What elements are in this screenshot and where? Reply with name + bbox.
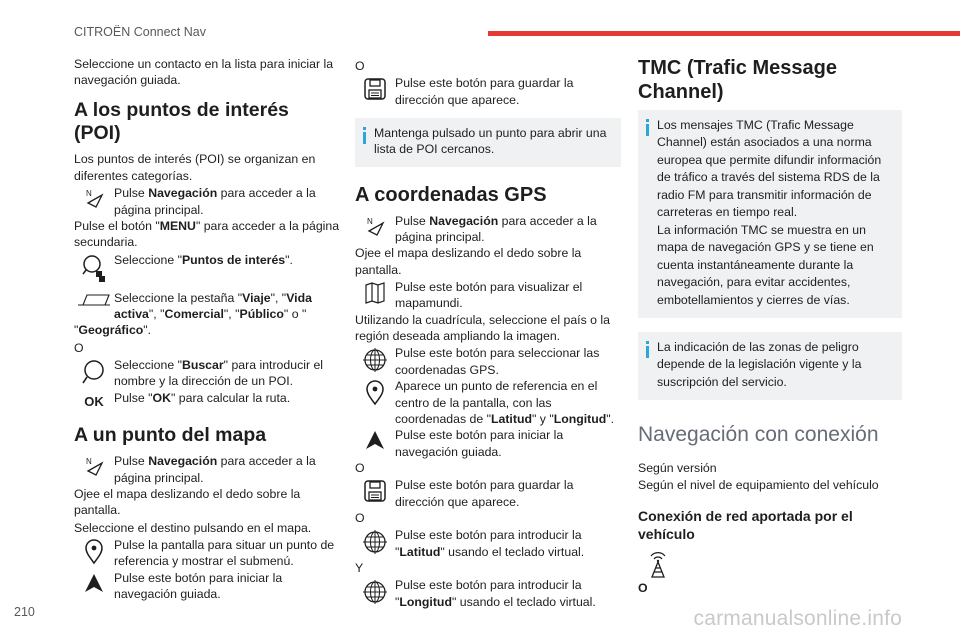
globe-grid-icon (355, 527, 395, 555)
or-label: O (355, 59, 365, 73)
header-accent-bar (488, 31, 960, 36)
location-pin-icon (355, 378, 395, 406)
poi-description: Los puntos de interés (POI) se organizan en diferentes categorías. (74, 152, 316, 183)
start-navigation-icon (355, 427, 395, 451)
page-number: 210 (14, 605, 35, 619)
poi-step-ok: OK Pulse "OK" para calcular la ruta. (74, 390, 340, 410)
gps-step-grid: Utilizando la cuadrícula, seleccione el país o la región deseada ampliando la imagen. (355, 312, 610, 344)
map-step-navigation: N Pulse Navegación para acceder a la página principal. (74, 453, 340, 486)
gps-step-start: Pulse este botón para iniciar la navegación guiada. (355, 427, 621, 460)
poi-step-navigation: N Pulse Navegación para acceder a la página principal. (74, 185, 340, 218)
poi-step-select-poi: Seleccione "Puntos de interés". (74, 252, 340, 284)
vehicle-network-heading: Conexión de red aportada por el vehículo (638, 508, 853, 543)
column-2 (355, 58, 621, 610)
gps-step-worldmap: Pulse este botón para visualizar el mapamundi. (355, 279, 621, 312)
poi-step-tabs: Seleccione la pestaña "Viaje", "Vida activa", "Comercial", "Público" o " (74, 290, 340, 323)
save-address-step: Pulse este botón para guardar la dirección que aparece. (355, 75, 621, 108)
gps-heading: A coordenadas GPS (355, 183, 547, 206)
navigation-arrow-icon (355, 213, 395, 237)
network-antenna-icon (638, 552, 678, 578)
version-note: Según versión (638, 460, 717, 475)
info-note-poi: Mantenga pulsado un punto para abrir una lista de POI cercanos. (355, 118, 621, 167)
or-label: O (74, 340, 84, 355)
watermark: carmanualsonline.info (693, 607, 902, 630)
map-step-select: Seleccione el destino pulsando en el mapa. (74, 520, 312, 535)
gps-step-marker: Aparece un punto de referencia en el centro de la pantalla, con las coordenadas de "Latitud" y "Longitud". (355, 378, 621, 427)
map-step-start: Pulse este botón para iniciar la navegación guiada. (74, 570, 340, 603)
or-label: O (638, 580, 648, 595)
poi-step-search: Seleccione "Buscar" para introducir el nombre y la dirección de un POI. (74, 357, 340, 390)
poi-search-icon (74, 252, 114, 284)
column-3 (638, 56, 902, 597)
gps-step-latitude: Pulse este botón para introducir la "Latitud" usando el teclado virtual. (355, 527, 621, 560)
map-point-heading: A un punto del mapa (74, 423, 267, 446)
gps-step-coordinates: Pulse este botón para seleccionar las coordenadas GPS. (355, 345, 621, 378)
intro-text: Seleccione un contacto en la lista para iniciar la navegación guiada. (74, 57, 334, 88)
map-step-marker: Pulse la pantalla para situar un punto de referencia y mostrar el submenú. (74, 537, 340, 570)
save-icon (355, 75, 395, 101)
info-note-tmc: Los mensajes TMC (Trafic Message Channel) están asociados a una norma europea que permite difundir información de tráfico a través del sistema RDS de la radio FM para transmitir información de carreteras en tiempo real. La información TMC se muestra en un mapa de navegación GPS y se tiene en cuenta instantáneamente durante la navegación, para evitar accidentes, embotellamientos y cierres de vías. (638, 110, 902, 318)
tab-icon (74, 290, 114, 308)
connected-navigation-heading: Navegación con conexión (638, 423, 879, 447)
svg-text:N: N (86, 189, 92, 199)
ok-button-glyph: OK (84, 393, 104, 409)
info-icon (646, 341, 649, 391)
navigation-arrow-icon (74, 453, 114, 477)
gps-step-save: Pulse este botón para guardar la dirección que aparece. (355, 477, 621, 510)
svg-text:N: N (367, 216, 373, 226)
gps-step-longitude: Pulse este botón para introducir la "Longitud" usando el teclado virtual. (355, 577, 621, 610)
globe-grid-icon (355, 345, 395, 373)
poi-heading: A los puntos de interés (POI) (74, 98, 289, 145)
info-icon (646, 119, 649, 309)
column-1: Seleccione un contacto en la lista para iniciar la navegación guiada. A los puntos de interés (POI) Los puntos de interés (POI) se organizan en diferentes categorías. N Pulse Navegación para acceder a la página principal. Pulse el botón "MENU" para acceder a la página secundaria. Seleccione "Puntos de interés". Seleccione la pestaña "Viaje", "Vida activa", "Comercial", "Público" o " "Geográfico". O Seleccione "Buscar" para introducir el nombre y la dirección de un POI. OK Pulse "OK" para calcular la ruta. A un punto del mapa N Pulse Navegación para acceder a la página principal. Ojee el mapa deslizando el dedo sobre la pantalla. Seleccione el destino pulsando en el mapa. Pulse la pantalla para situar un punto de referencia y mostrar el submenú. Pulse este botón para iniciar la navegación guiada. (74, 57, 340, 602)
and-label: Y (355, 560, 364, 575)
or-label: O (355, 510, 365, 525)
header-title: CITROËN Connect Nav (74, 25, 206, 39)
map-step-browse: Ojee el mapa deslizando el dedo sobre la pantalla. (74, 486, 301, 518)
location-pin-icon (74, 537, 114, 565)
poi-step-menu: Pulse el botón "MENU" para acceder a la página secundaria. (74, 218, 340, 250)
gps-step-browse: Ojee el mapa deslizando el dedo sobre la pantalla. (355, 246, 582, 277)
svg-text:N: N (86, 457, 92, 467)
navigation-arrow-icon (74, 185, 114, 209)
tmc-heading: TMC (Trafic Message Channel) (638, 57, 837, 103)
or-label: O (355, 460, 365, 475)
info-icon (363, 127, 366, 158)
search-icon (74, 357, 114, 387)
start-navigation-icon (74, 570, 114, 594)
equipment-note: Según el nivel de equipamiento del vehículo (638, 477, 879, 492)
info-note-danger: La indicación de las zonas de peligro depende de la legislación vigente y la suscripción del servicio. (638, 332, 902, 400)
save-icon (355, 477, 395, 503)
world-map-icon (355, 279, 395, 305)
globe-grid-icon (355, 577, 395, 605)
gps-step-navigation: N Pulse Navegación para acceder a la página principal. (355, 213, 621, 246)
